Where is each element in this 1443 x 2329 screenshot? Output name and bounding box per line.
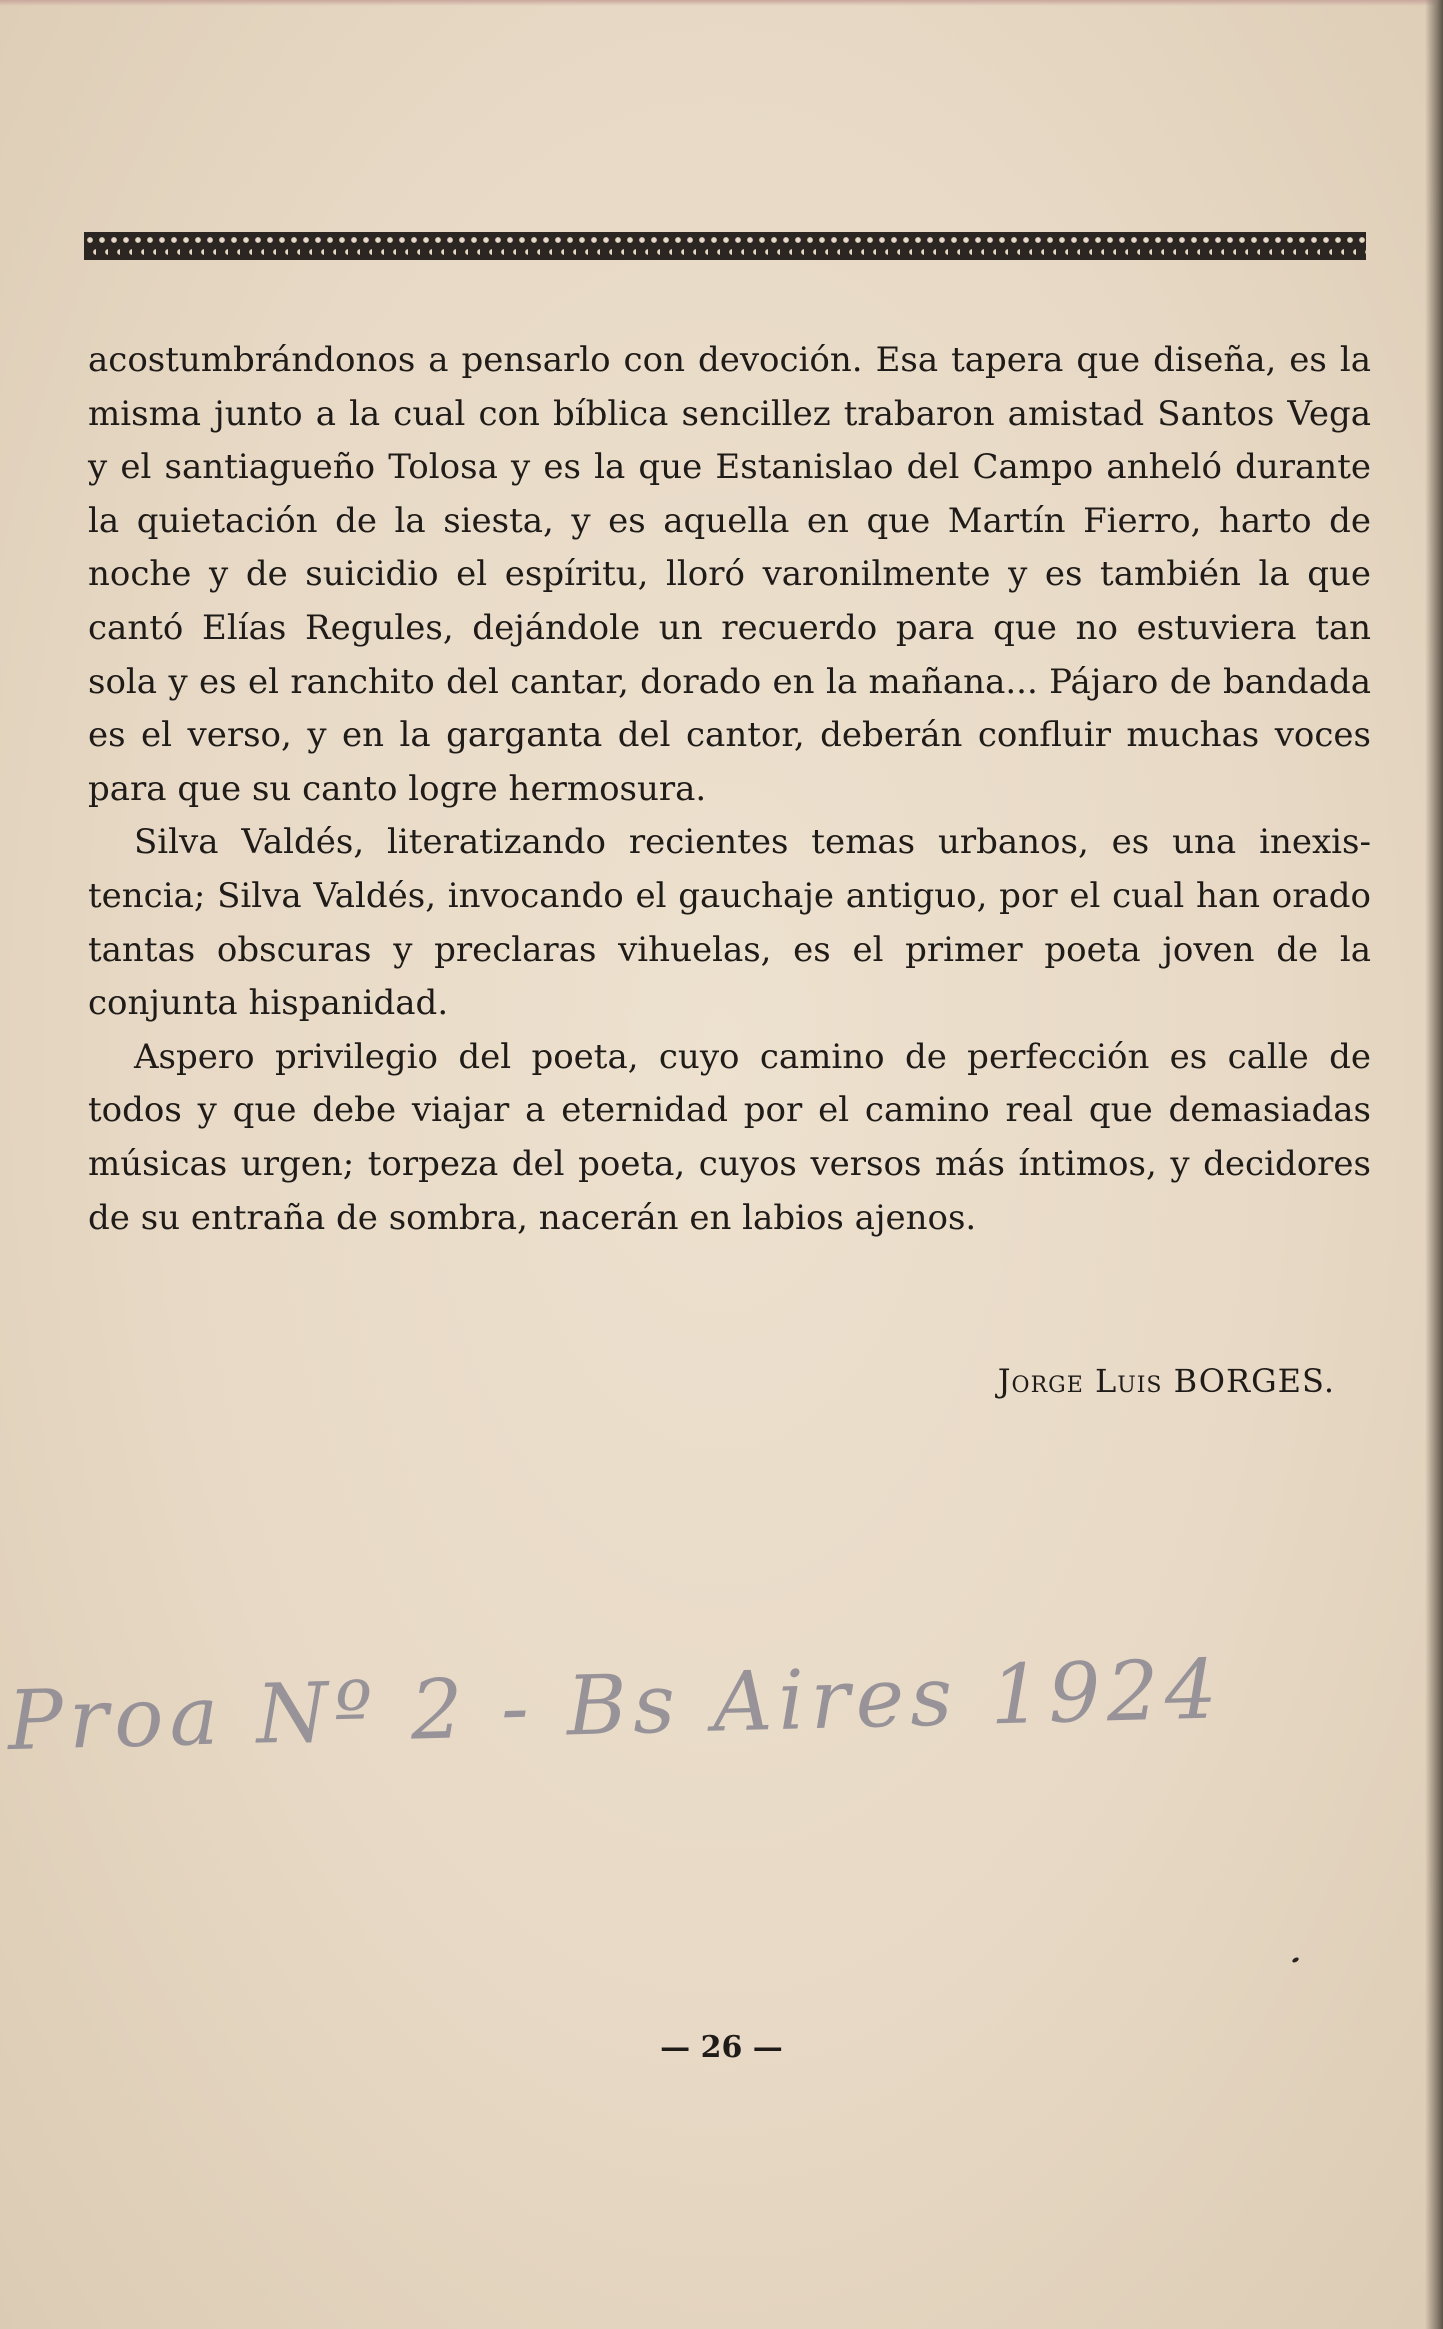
page-right-edge-shadow	[1425, 0, 1443, 2329]
paragraph-2: Silva Valdés, literatizando recientes temas urbanos, es una inexistencia; Silva Valdés, invocando el gauchaje antiguo, por el cual han orado tantas obscuras y preclaras vihuelas, es el primer poeta joven de la conjunta hispanidad.	[88, 822, 1371, 1024]
page-number: — 26 —	[660, 2030, 783, 2065]
body-text	[88, 334, 1371, 1245]
page-top-edge	[0, 0, 1443, 6]
paragraph-3: Aspero privilegio del poeta, cuyo camino de perfección es calle de todos y que debe viajar a eternidad por el camino real que demasiadas músicas urgen; torpeza del poeta, cuyos versos más íntimos, y decidores de su entraña de sombra, nacerán en labios ajenos.	[88, 1036, 1371, 1238]
ink-speck	[1291, 1957, 1299, 1964]
decorative-border-ornament	[84, 232, 1366, 260]
paragraph-1: acostumbrándonos a pensarlo con devoción. Esa tapera que diseña, es la misma junto a la cual con bíblica sencillez trabaron amistad Santos Vega y el santiagueño Tolosa y es la que Estanislao del Campo anheló durante la quietación de la siesta, y es aquella en que Martín Fierro, harto de noche y de suicidio el espíritu, lloró varonilmente y es también la que cantó Elías Regules, dejándole un recuerdo para que no estuviera tan sola y es el ranchito del cantar, dorado en la mañana... Pájaro de bandada es el verso, y en la garganta del cantor, deberán confluir muchas voces para que su canto logre hermosura.	[88, 340, 1371, 809]
handwritten-annotation: Proa Nº 2 - Bs Aires 1924	[6, 1642, 1225, 1770]
author-signature: Jorge Luis BORGES.	[997, 1362, 1335, 1400]
